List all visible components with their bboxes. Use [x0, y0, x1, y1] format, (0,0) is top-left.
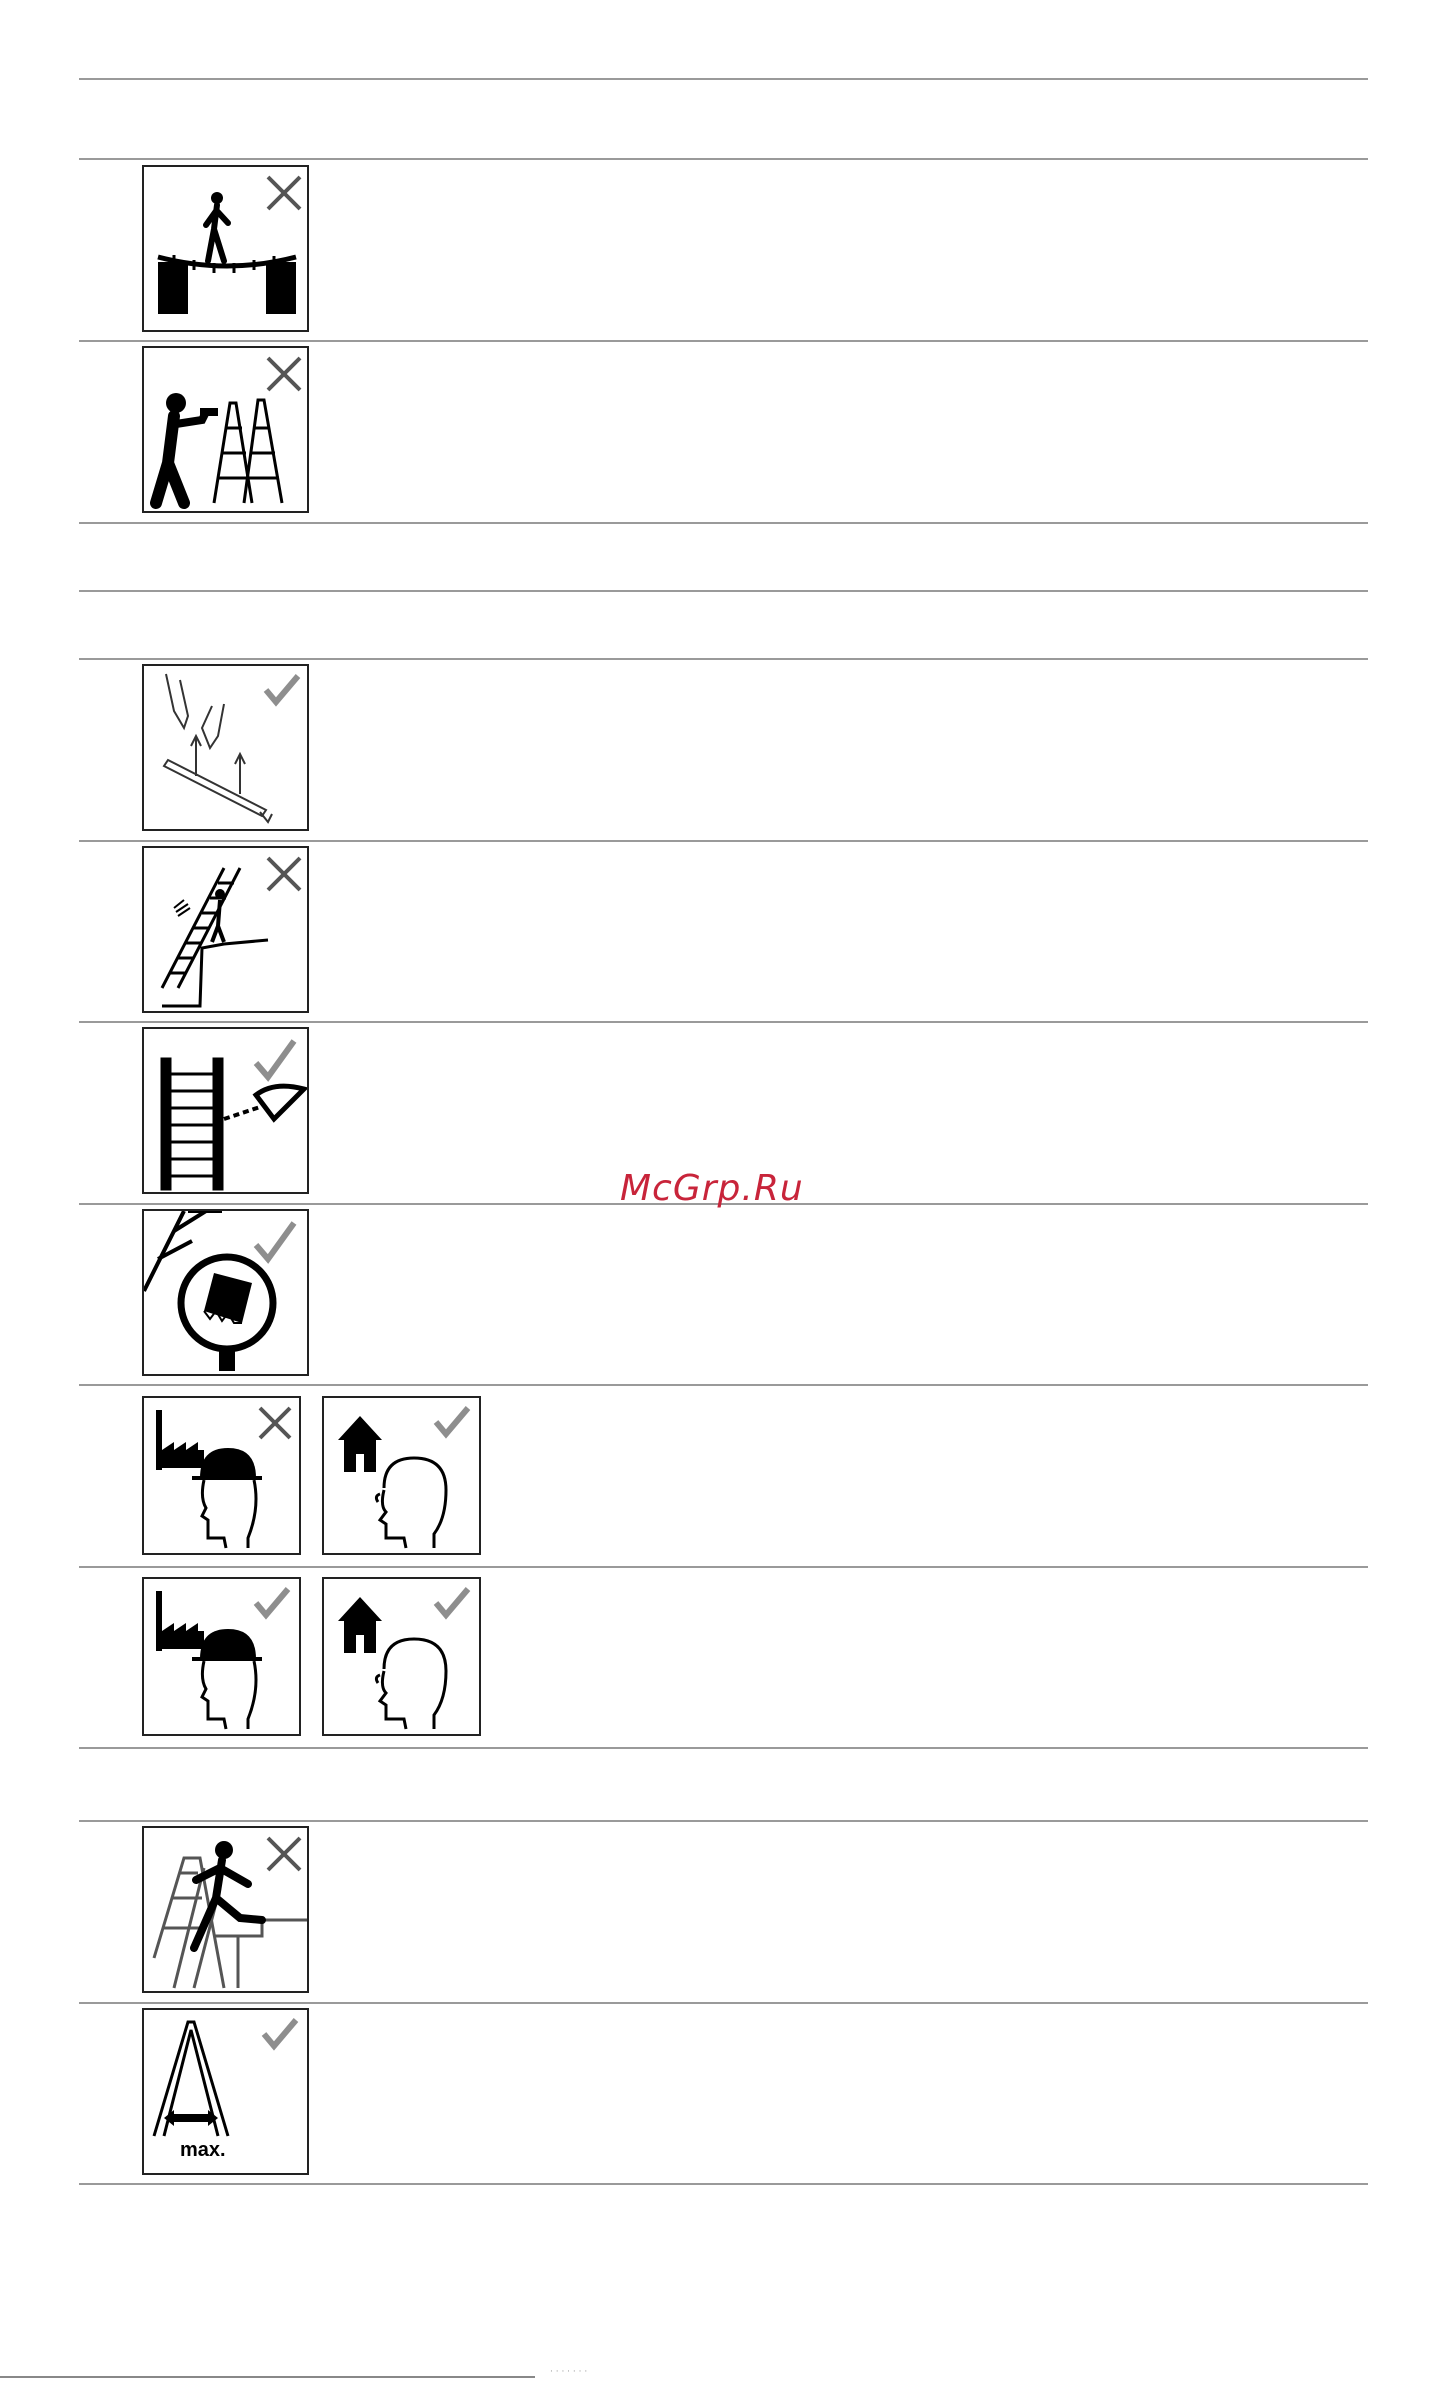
household-use-pictogram: [322, 1396, 481, 1555]
footer-text: · · · · · · ·: [550, 2367, 588, 2377]
divider: [79, 340, 1368, 342]
check-icon: [256, 1041, 294, 1077]
ladder-parts-assembly-pictogram: [142, 664, 309, 831]
ladder-slope-hazard-pictogram: [142, 846, 309, 1013]
bridge-walk-pictogram: [142, 165, 309, 332]
cross-icon: [268, 358, 300, 390]
divider: [79, 2002, 1368, 2004]
divider: [79, 1021, 1368, 1023]
household-use-2-pictogram: [322, 1577, 481, 1736]
cross-icon: [268, 858, 300, 890]
watermark: McGrp.Ru: [620, 1168, 804, 1209]
divider: [79, 1820, 1368, 1822]
divider: [79, 522, 1368, 524]
professional-use-pictogram: [142, 1396, 301, 1555]
ladder-foot-inspection-pictogram: [142, 1209, 309, 1376]
divider: [79, 1747, 1368, 1749]
check-icon: [256, 1589, 288, 1615]
cross-icon: [268, 1838, 300, 1870]
divider: [79, 590, 1368, 592]
divider: [79, 78, 1368, 80]
divider: [79, 1566, 1368, 1568]
divider: [79, 158, 1368, 160]
footer-divider: [0, 2376, 535, 2378]
ladder-visual-inspection-pictogram: [142, 1027, 309, 1194]
max-label: max.: [180, 2139, 226, 2161]
cross-icon: [268, 177, 300, 209]
divider: [79, 2183, 1368, 2185]
professional-use-2-pictogram: [142, 1577, 301, 1736]
cross-icon: [260, 1408, 290, 1438]
check-icon: [266, 676, 298, 702]
check-icon: [264, 2020, 296, 2046]
divider: [79, 658, 1368, 660]
check-icon: [256, 1223, 294, 1259]
max-spread-pictogram: [142, 2008, 309, 2175]
step-off-ladder-pictogram: [142, 1826, 309, 1993]
check-icon: [436, 1408, 468, 1434]
check-icon: [436, 1589, 468, 1615]
divider: [79, 840, 1368, 842]
ladder-work-drill-pictogram: [142, 346, 309, 513]
divider: [79, 1384, 1368, 1386]
